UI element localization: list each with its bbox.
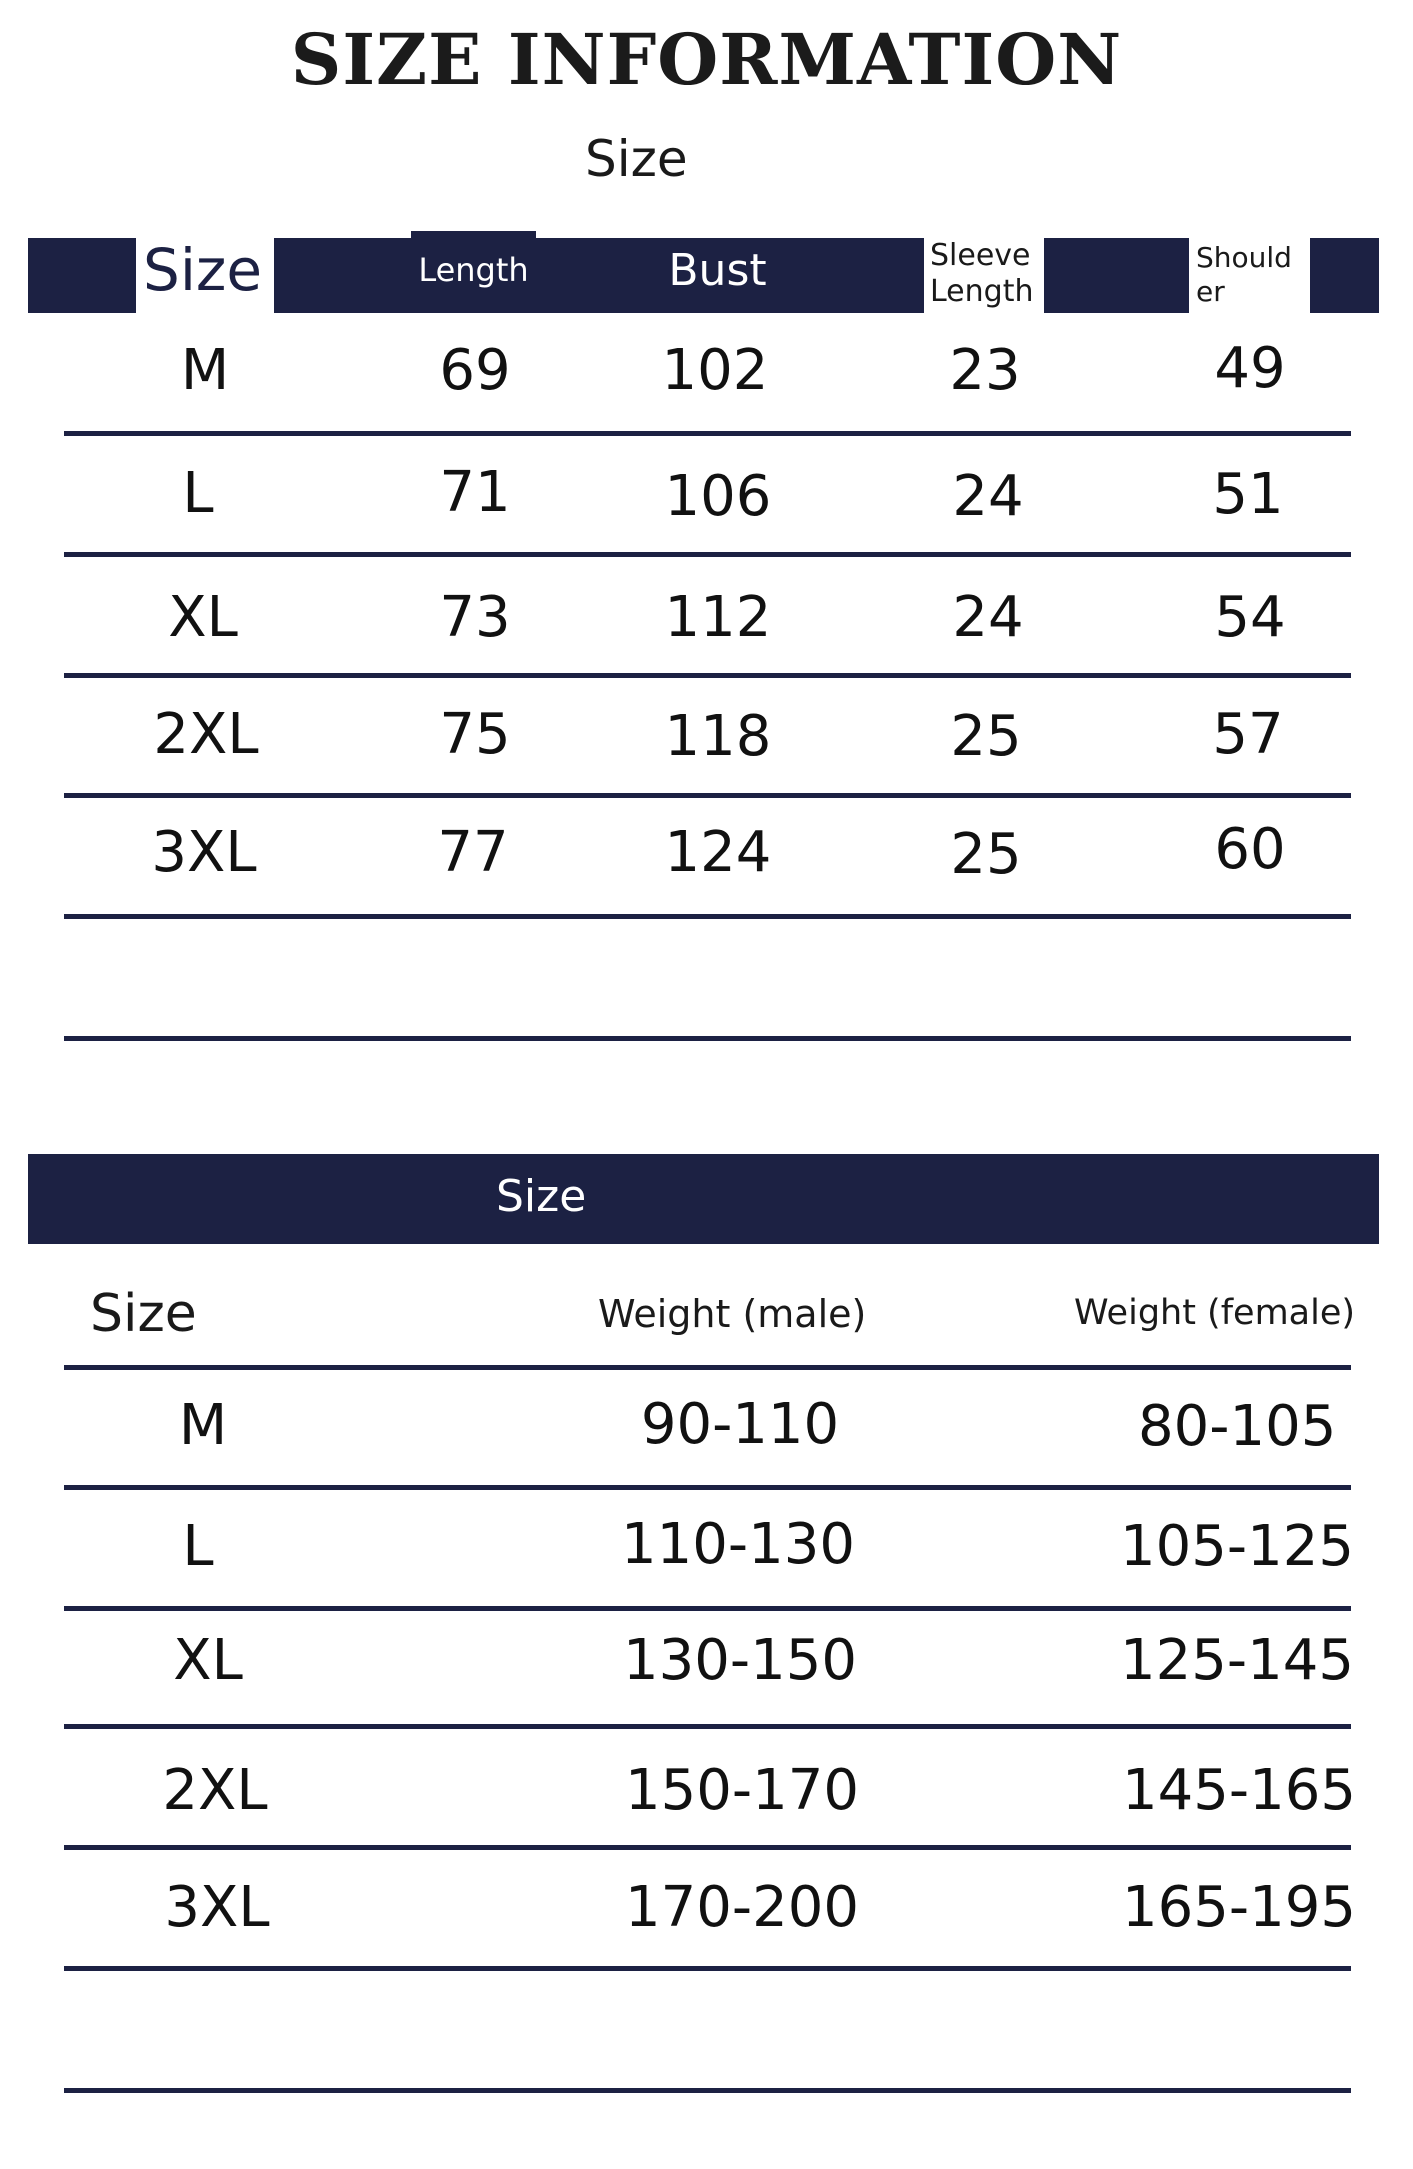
table1-divider [64, 431, 1351, 436]
cell-sleeve: 23 [949, 338, 1021, 403]
cell-weight-male: 110-130 [621, 1512, 855, 1577]
cell-shoulder: 54 [1214, 585, 1286, 650]
cell-weight-female: 80-105 [1138, 1394, 1337, 1459]
cell-weight-female: 105-125 [1120, 1514, 1354, 1579]
header-shoulder-line2: er [1196, 275, 1225, 308]
cell-weight-female: 145-165 [1122, 1758, 1356, 1823]
cell-size: XL [168, 585, 238, 650]
table1-divider [64, 793, 1351, 798]
cell-sleeve: 25 [950, 822, 1022, 887]
header-block-1 [28, 238, 136, 313]
table1-caption: Size [585, 130, 688, 188]
header-weight-female: Weight (female) [1074, 1293, 1356, 1333]
table2-divider [64, 1724, 1351, 1729]
cell-bust: 112 [664, 585, 772, 650]
header-block-2 [274, 238, 924, 313]
cell-bust: 118 [664, 704, 772, 769]
table2-banner-label: Size [496, 1171, 587, 1222]
cell-size: M [178, 1393, 228, 1458]
cell-size: 2XL [162, 1758, 268, 1823]
cell-weight-female: 125-145 [1120, 1628, 1354, 1693]
cell-sleeve: 24 [952, 585, 1024, 650]
cell-bust: 124 [664, 820, 772, 885]
table1-divider [64, 914, 1351, 919]
cell-weight-male: 90-110 [640, 1392, 840, 1457]
cell-size: 3XL [151, 820, 257, 885]
header-sleeve-line2: Length [930, 274, 1034, 309]
table1-divider [64, 673, 1351, 678]
table2-divider [64, 1845, 1351, 1850]
cell-length: 73 [439, 585, 511, 650]
cell-bust: 102 [661, 338, 769, 403]
header-shoulder-line1: Should [1196, 241, 1292, 274]
header-block-3 [1044, 238, 1189, 313]
header-size: Size [90, 1284, 197, 1344]
header-sleeve-length [930, 238, 1033, 310]
cell-shoulder: 49 [1214, 336, 1286, 401]
cell-weight-female: 165-195 [1122, 1875, 1356, 1940]
header-sleeve-line1: Sleeve [930, 238, 1031, 273]
cell-shoulder: 51 [1212, 462, 1284, 527]
cell-sleeve: 25 [950, 704, 1022, 769]
table2-banner [28, 1154, 1379, 1244]
table1-divider [64, 1036, 1351, 1041]
cell-size: 3XL [164, 1875, 270, 1940]
header-shoulder [1196, 241, 1292, 309]
cell-sleeve: 24 [952, 464, 1024, 529]
header-weight-male: Weight (male) [598, 1292, 867, 1336]
cell-weight-male: 150-170 [625, 1758, 859, 1823]
cell-weight-male: 130-150 [623, 1628, 857, 1693]
header-size: Size [143, 236, 263, 304]
cell-weight-male: 170-200 [625, 1875, 859, 1940]
cell-length: 71 [439, 460, 511, 525]
cell-length: 69 [439, 338, 511, 403]
table2-divider [64, 1365, 1351, 1370]
cell-length: 77 [437, 820, 509, 885]
cell-length: 75 [439, 702, 511, 767]
table1-divider [64, 552, 1351, 557]
table2-divider [64, 2088, 1351, 2093]
cell-size: 2XL [153, 702, 259, 767]
cell-shoulder: 57 [1212, 702, 1284, 767]
cell-size: L [182, 1514, 214, 1579]
header-block-4 [1310, 238, 1379, 313]
page-title: SIZE INFORMATION [290, 18, 1123, 101]
cell-shoulder: 60 [1214, 817, 1286, 882]
header-bust: Bust [668, 245, 767, 296]
cell-bust: 106 [664, 464, 772, 529]
cell-size: L [182, 461, 214, 526]
cell-size: M [180, 338, 230, 403]
header-length: Length [418, 251, 529, 289]
table2-divider [64, 1966, 1351, 1971]
table2-divider [64, 1485, 1351, 1490]
cell-size: XL [173, 1628, 243, 1693]
table2-divider [64, 1606, 1351, 1611]
